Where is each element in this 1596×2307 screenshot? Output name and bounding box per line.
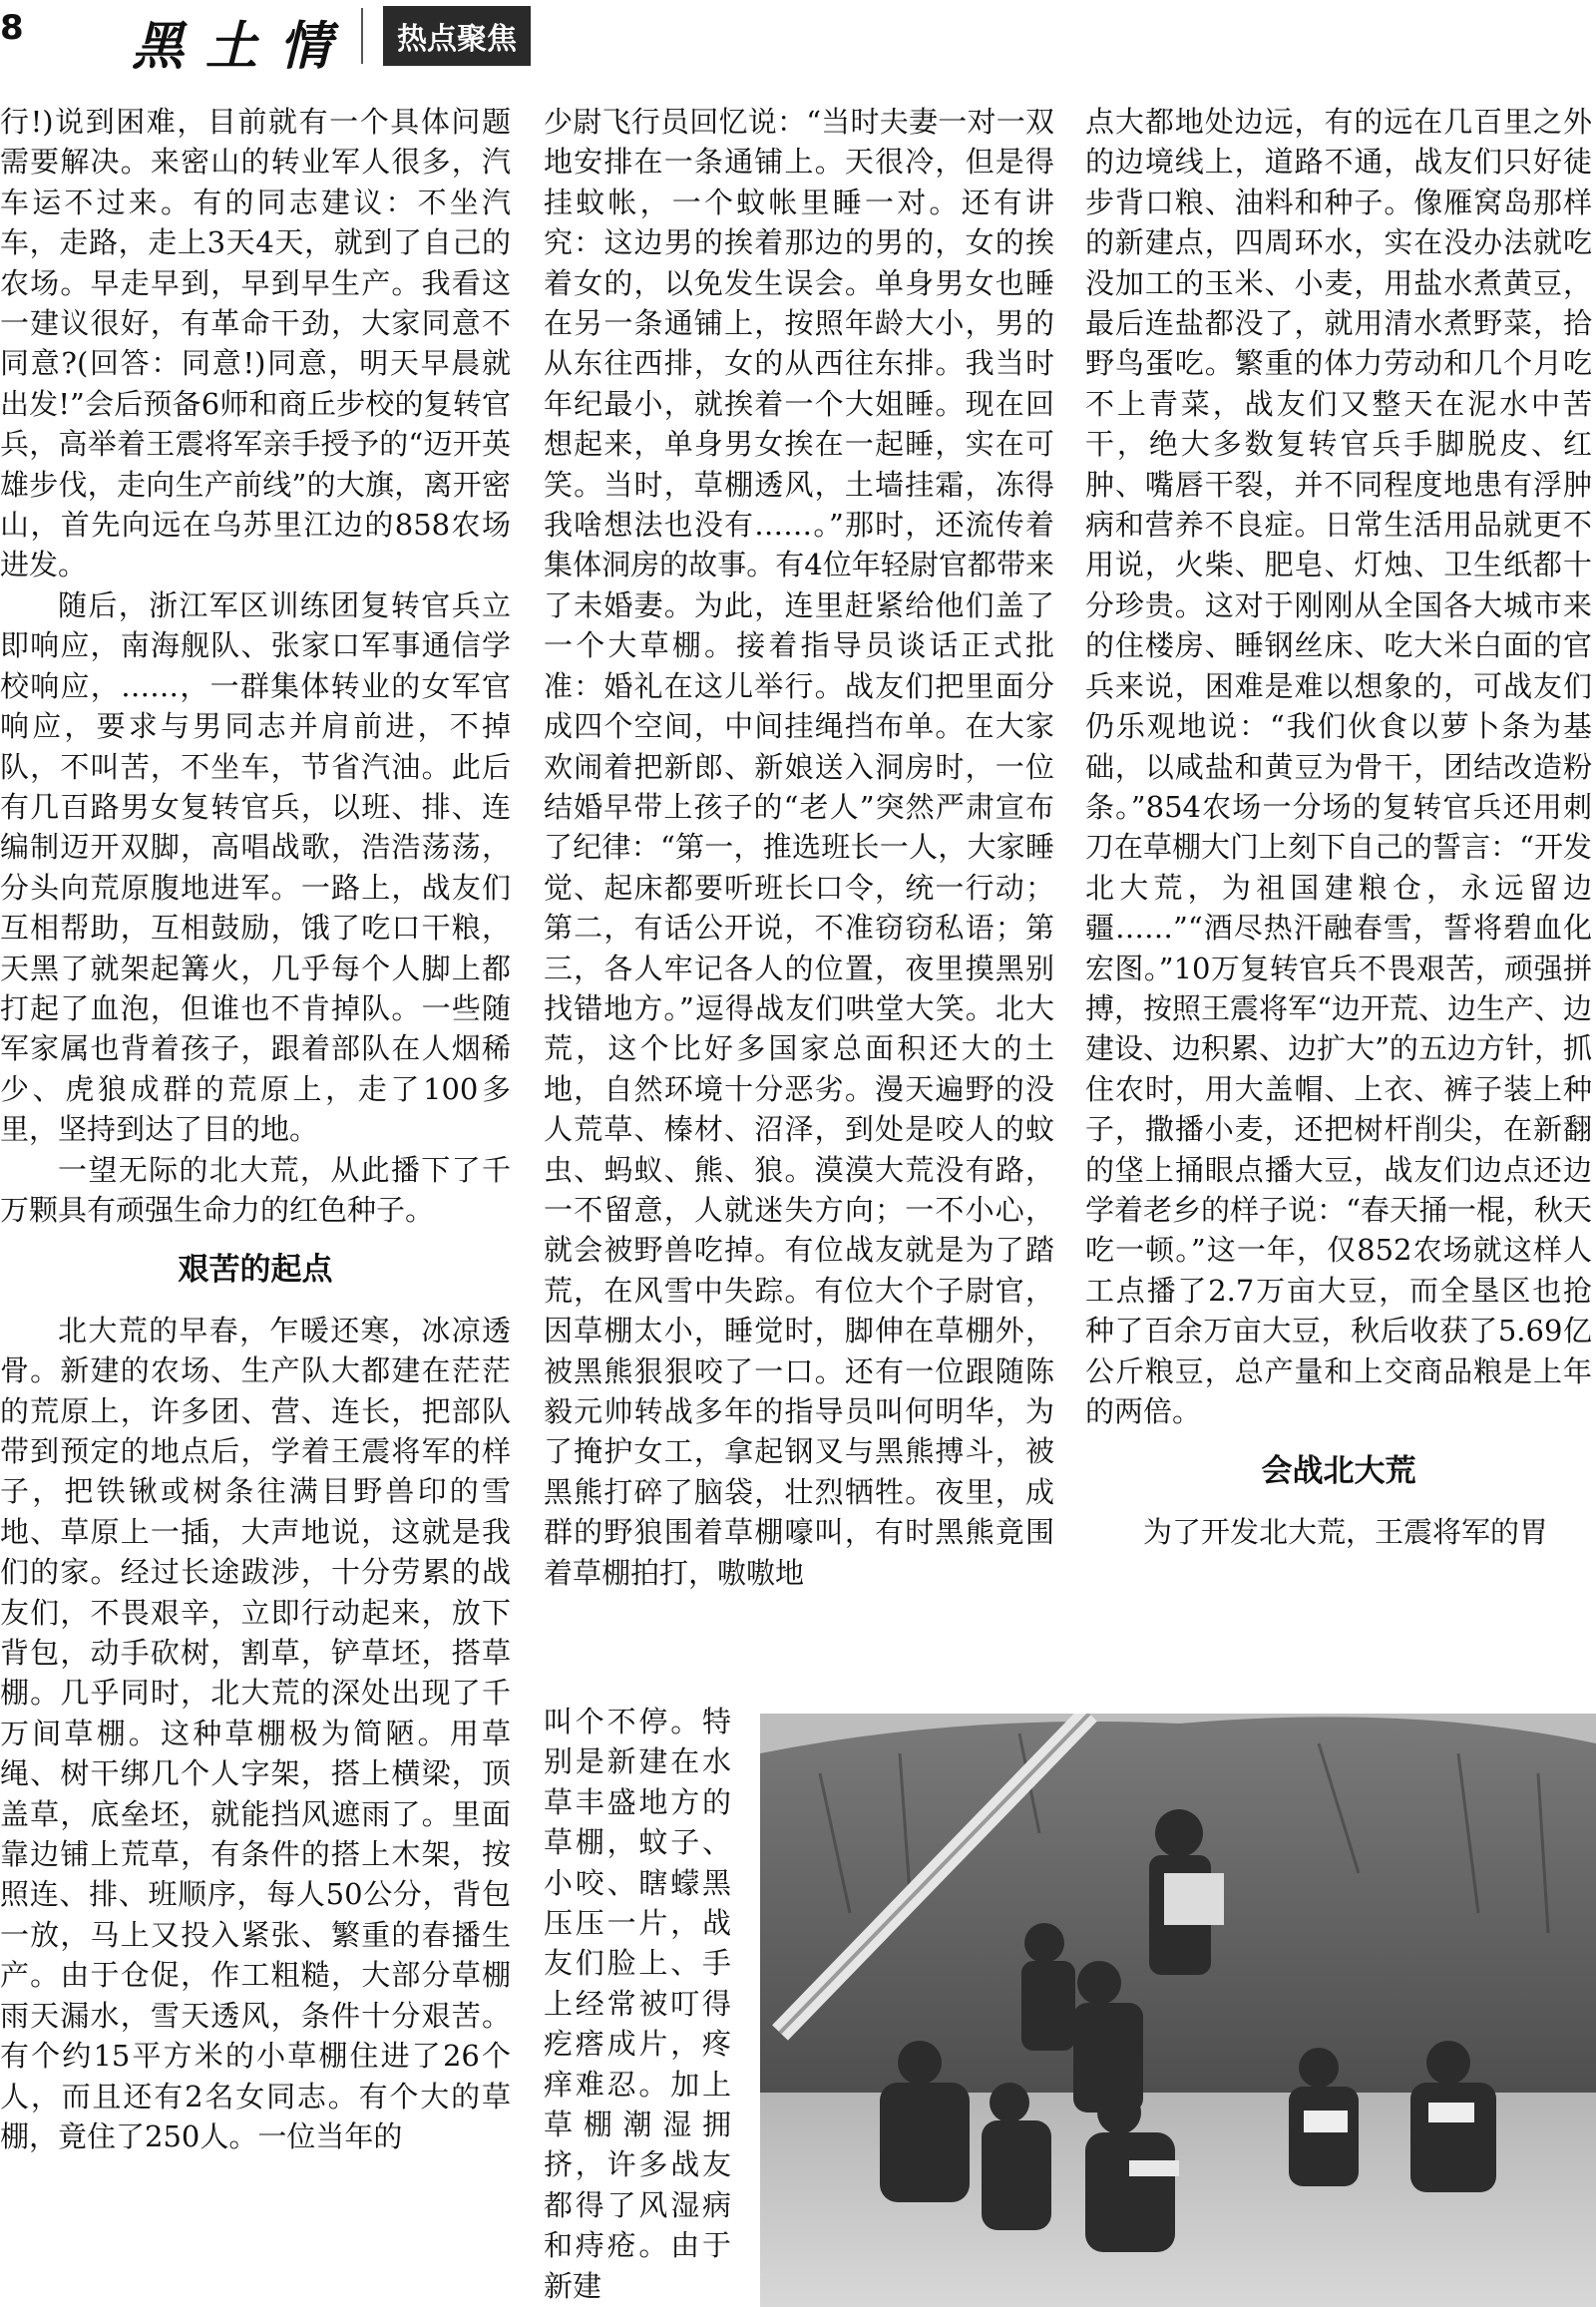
paragraph: 北大荒的早春，乍暖还寒，冰凉透骨。新建的农场、生产队大都建在茫茫的荒原上，许多团、营、连长，把部队带到预定的地点后，学着王震将军的样子，把铁锹或树条往满目野兽印的雪地、草原上一插，大声地说，这就是我们的家。经过长途跋涉，十分劳累的战友们，不畏艰辛，立即行动起来，放下背包，动手砍树，割草，铲草坯，搭草棚。几乎同时，北大荒的深处出现了千万间草棚。这种草棚极为简陋。用草绳、树干绑几个人字架，搭上横梁，顶盖草，底垒坯，就能挡风遮雨了。里面靠边铺上荒草，有条件的搭上木架，按照连、排、班顺序，每人50公分，背包一放，马上又投入紧张、繁重的春播生产。由于仓促，作工粗糙，大部分草棚雨天漏水，雪天透风，条件十分艰苦。有个约15平方米的小草棚住进了26个人，而且还有2名女同志。有个大的草棚，竟住了250人。一位当年的 bbox=[0, 1313, 511, 2153]
paragraph: 随后，浙江军区训练团复转官兵立即响应，南海舰队、张家口军事通信学校响应，……，一群集体转业的女军官响应，要求与男同志并肩前进，不掉队，不叫苦，不坐车，节省汽油。此后有几百路男女复转官兵，以班、排、连编制迈开双脚，高唱战歌，浩浩荡荡，分头向荒原腹地进军。一路上，战友们互相帮助，互相鼓励，饿了吃口干粮，天黑了就架起篝火，几乎每个人脚上都打起了血泡，但谁也不肯掉队。一些随军家属也背着孩子，跟着部队在人烟稀少、虎狼成群的荒原上，走了100多里，坚持到达了目的地。 bbox=[0, 587, 511, 1147]
masthead-logo: 黑土情 bbox=[132, 16, 354, 77]
photo-illustration bbox=[760, 1714, 1596, 2307]
section-badge: 热点聚焦 bbox=[383, 6, 531, 66]
page-number: 8 bbox=[0, 8, 24, 48]
section-heading: 艰苦的起点 bbox=[178, 1252, 333, 1289]
paragraph: 一望无际的北大荒，从此播下了千万颗具有顽强生命力的红色种子。 bbox=[0, 1152, 511, 1227]
historical-photo bbox=[760, 1714, 1596, 2307]
article-column-3 bbox=[1085, 102, 1592, 1552]
article-column-2-continued bbox=[544, 1702, 731, 2306]
article-column-2 bbox=[544, 102, 1054, 1593]
section-heading: 会战北大荒 bbox=[1261, 1453, 1416, 1490]
page-header bbox=[0, 0, 1596, 80]
paragraph: 少尉飞行员回忆说：“当时夫妻一对一双地安排在一条通铺上。天很冷，但是得挂蚊帐，一个蚊帐里睡一对。还有讲究：这边男的挨着那边的男的，女的挨着女的，以免发生误会。单身男女也睡在另一条通铺上，按照年龄大小，男的从东往西排，女的从西往东排。我当时年纪最小，就挨着一个大姐睡。现在回想起来，单身男女挨在一起睡，实在可笑。当时，草棚透风，土墙挂霜，冻得我啥想法也没有……。”那时，还流传着集体洞房的故事。有4位年轻尉官都带来了未婚妻。为此，连里赶紧给他们盖了一个大草棚。接着指导员谈话正式批准：婚礼在这儿举行。战友们把里面分成四个空间，中间挂绳挡布单。在大家欢闹着把新郎、新娘送入洞房时，一位结婚早带上孩子的“老人”突然严肃宣布了纪律：“第一，推选班长一人，大家睡觉、起床都要听班长口令，统一行动；第二，有话公开说，不准窃窃私语；第三，各人牢记各人的位置，夜里摸黑别找错地方。”逗得战友们哄堂大笑。北大荒，这个比好多国家总面积还大的土地，自然环境十分恶劣。漫天遍野的没人荒草、榛材、沼泽，到处是咬人的蚊虫、蚂蚁、熊、狼。漠漠大荒没有路，一不留意，人就迷失方向；一不小心，就会被野兽吃掉。有位战友就是为了踏荒，在风雪中失踪。有位大个子尉官，因草棚太小，睡觉时，脚伸在草棚外，被黑熊狠狠咬了一口。还有一位跟随陈毅元帅转战多年的指导员叫何明华，为了掩护女工，拿起钢叉与黑熊搏斗，被黑熊打碎了脑袋，壮烈牺牲。夜里，成群的野狼围着草棚嚎叫，有时黑熊竟围着草棚拍打，嗷嗷地 bbox=[544, 105, 1054, 1590]
paragraph: 叫个不停。特别是新建在水草丰盛地方的草棚，蚊子、小咬、瞎蠓黑压压一片，战友们脸上、手上经常被叮得疙瘩成片，疼痒难忍。加上草棚潮湿拥挤，许多战友都得了风湿病和痔疮。由于新建 bbox=[544, 1705, 731, 2303]
paragraph: 点大都地处边远，有的远在几百里之外的边境线上，道路不通，战友们只好徒步背口粮、油料和种子。像雁窝岛那样的新建点，四周环水，实在没办法就吃没加工的玉米、小麦，用盐水煮黄豆，最后连盐都没了，就用清水煮野菜，拾野鸟蛋吃。繁重的体力劳动和几个月吃不上青菜，战友们又整天在泥水中苦干，绝大多数复转官兵手脚脱皮、红肿、嘴唇干裂，并不同程度地患有浮肿病和营养不良症。日常生活用品就更不用说，火柴、肥皂、灯烛、卫生纸都十分珍贵。这对于刚刚从全国各大城市来的住楼房、睡钢丝床、吃大米白面的官兵来说，困难是难以想象的，可战友们仍乐观地说：“我们伙食以萝卜条为基础，以咸盐和黄豆为骨干，团结改造粉条。”854农场一分场的复转官兵还用刺刀在草棚大门上刻下自己的誓言：“开发北大荒，为祖国建粮仓，永远留边疆……”“酒尽热汗融春雪，誓将碧血化宏图。”10万复转官兵不畏艰苦，顽强拼搏，按照王震将军“边开荒、边生产、边建设、边积累、边扩大”的五边方针，抓住农时，用大盖帽、上衣、裤子装上种子，撒播小麦，还把树杆削尖，在新翻的垡上捅眼点播大豆，战友们边点还边学着老乡的样子说：“春天捅一棍，秋天吃一顿。”这一年，仅852农场就这样人工点播了2.7万亩大豆，而全垦区也抢种了百余万亩大豆，秋后收获了5.69亿公斤粮豆，总产量和上交商品粮是上年的两倍。 bbox=[1085, 105, 1592, 1428]
paragraph: 为了开发北大荒，王震将军的胃 bbox=[1143, 1514, 1549, 1549]
header-divider bbox=[361, 8, 363, 64]
paragraph: 行!)说到困难，目前就有一个具体问题需要解决。来密山的转业军人很多，汽车运不过来。有的同志建议：不坐汽车，走路，走上3天4天，就到了自己的农场。早走早到，早到早生产。我看这一建议很好，有革命干劲，大家同意不同意?(回答：同意!)同意，明天早晨就出发!”会后预备6师和商丘步校的复转官兵，高举着王震将军亲手授予的“迈开英雄步伐，走向生产前线”的大旗，离开密山，首先向远在乌苏里江边的858农场进发。 bbox=[0, 105, 511, 582]
article-column-1 bbox=[0, 102, 511, 2156]
